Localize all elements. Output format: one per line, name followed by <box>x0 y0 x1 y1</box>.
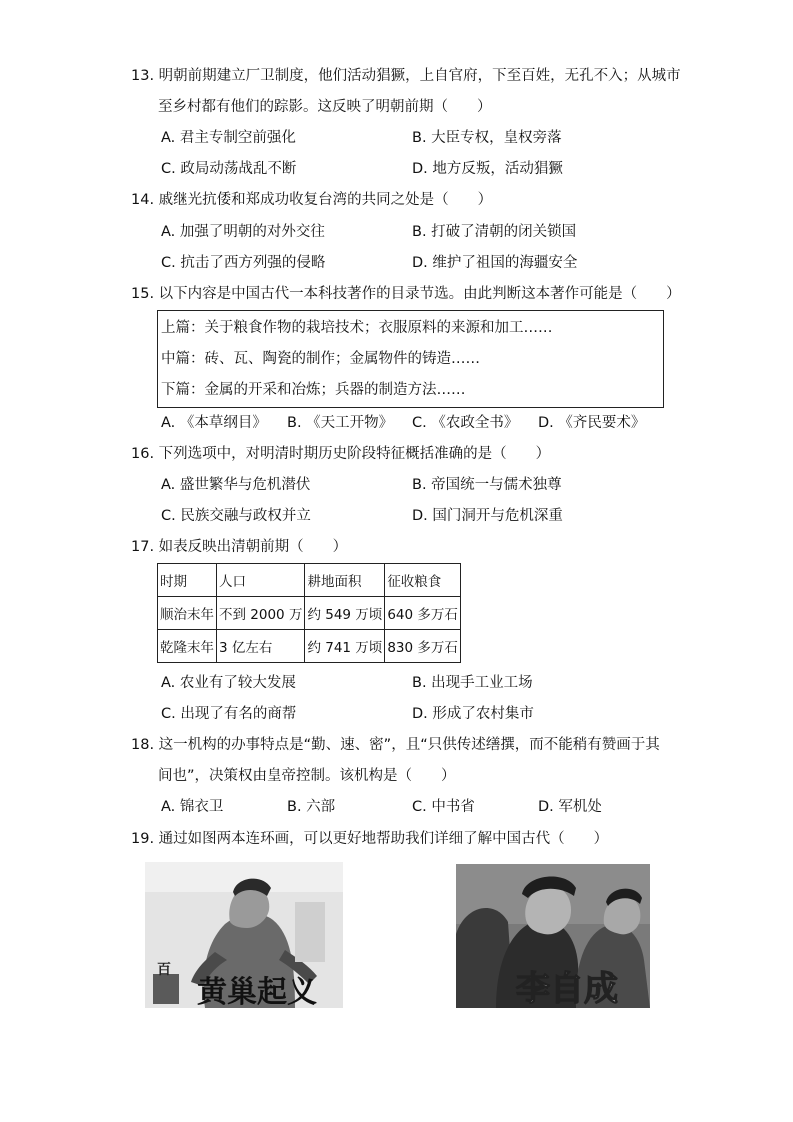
q17-data-table <box>157 563 461 663</box>
q15-option-b[interactable]: B. 《天工开物》 <box>287 415 394 431</box>
q17-option-c[interactable]: C. 出现了有名的商帮 <box>161 706 297 722</box>
q18-stem-line1: 18. 这一机构的办事特点是“勤、速、密”，且“只供传述缮撰，而不能稍有赞画于其 <box>131 737 660 753</box>
q13-option-c[interactable]: C. 政局动荡战乱不断 <box>161 161 297 177</box>
table-cell: 约 741 万顷 <box>305 630 385 663</box>
q15-option-d[interactable]: D. 《齐民要术》 <box>538 415 646 431</box>
q13-stem-line2: 至乡村都有他们的踪影。这反映了明朝前期（ ） <box>158 99 492 115</box>
q15-excerpt-line: 下篇：金属的开采和冶炼；兵器的制造方法…… <box>161 382 466 398</box>
q15-excerpt-box <box>157 310 664 408</box>
table-cell: 乾隆末年 <box>158 630 217 663</box>
q17-option-b[interactable]: B. 出现手工业工场 <box>412 675 533 691</box>
q17-option-a[interactable]: A. 农业有了较大发展 <box>161 675 296 691</box>
comic-illustration-2 <box>456 864 650 1008</box>
q16-option-a[interactable]: A. 盛世繁华与危机潜伏 <box>161 477 311 493</box>
table-cell: 830 多万石 <box>385 630 461 663</box>
q18-stem-line2: 间也”，决策权由皇帝控制。该机构是（ ） <box>158 768 456 784</box>
q18-option-c[interactable]: C. 中书省 <box>412 799 475 815</box>
comic-cover-huangchao-image <box>145 862 343 1008</box>
table-cell: 顺治末年 <box>158 597 217 630</box>
table-row <box>158 597 461 630</box>
q15-excerpt-line: 上篇：关于粮食作物的栽培技术；衣服原料的来源和加工…… <box>161 320 553 336</box>
q14-option-c[interactable]: C. 抗击了西方列强的侵略 <box>161 255 326 271</box>
q16-option-c[interactable]: C. 民族交融与政权并立 <box>161 508 311 524</box>
table-cell: 640 多万石 <box>385 597 461 630</box>
q15-option-a[interactable]: A. 《本草纲目》 <box>161 415 267 431</box>
q13-option-b[interactable]: B. 大臣专权，皇权旁落 <box>412 130 562 146</box>
table-cell: 3 亿左右 <box>217 630 305 663</box>
comic-cover-lizicheng-image <box>456 864 650 1008</box>
q15-stem: 15. 以下内容是中国古代一本科技著作的目录节选。由此判断这本著作可能是（ ） <box>131 286 681 302</box>
q13-option-a[interactable]: A. 君主专制空前强化 <box>161 130 296 146</box>
table-cell: 约 549 万顷 <box>305 597 385 630</box>
q15-excerpt-line: 中篇：砖、瓦、陶瓷的制作；金属物件的铸造…… <box>161 351 480 367</box>
svg-text:百: 百 <box>157 962 171 978</box>
q16-stem: 16. 下列选项中，对明清时期历史阶段特征概括准确的是（ ） <box>131 446 551 462</box>
comic-title-1: 黄巢起义 <box>197 975 317 1008</box>
q18-option-a[interactable]: A. 锦衣卫 <box>161 799 224 815</box>
q17-stem: 17. 如表反映出清朝前期（ ） <box>131 539 348 555</box>
comic-illustration-1 <box>145 862 343 1008</box>
q14-stem: 14. 戚继光抗倭和郑成功收复台湾的共同之处是（ ） <box>131 192 493 208</box>
comic-title-2: 李自成 <box>516 969 618 1008</box>
table-cell: 不到 2000 万 <box>217 597 305 630</box>
q18-option-b[interactable]: B. 六部 <box>287 799 336 815</box>
q14-option-d[interactable]: D. 维护了祖国的海疆安全 <box>412 255 578 271</box>
q16-option-d[interactable]: D. 国门洞开与危机深重 <box>412 508 563 524</box>
table-header-cell: 耕地面积 <box>305 564 385 597</box>
table-row <box>158 630 461 663</box>
table-header-row <box>158 564 461 597</box>
q13-stem-line1: 13. 明朝前期建立厂卫制度，他们活动猖獗，上自官府，下至百姓，无孔不入；从城市 <box>131 68 681 84</box>
q19-stem: 19. 通过如图两本连环画，可以更好地帮助我们详细了解中国古代（ ） <box>131 831 609 847</box>
q14-option-a[interactable]: A. 加强了明朝的对外交往 <box>161 224 325 240</box>
q16-option-b[interactable]: B. 帝国统一与儒术独尊 <box>412 477 562 493</box>
q18-option-d[interactable]: D. 军机处 <box>538 799 602 815</box>
q15-option-c[interactable]: C. 《农政全书》 <box>412 415 519 431</box>
table-header-cell: 时期 <box>158 564 217 597</box>
q13-option-d[interactable]: D. 地方反叛，活动猖獗 <box>412 161 563 177</box>
table-header-cell: 人口 <box>217 564 305 597</box>
q14-option-b[interactable]: B. 打破了清朝的闭关锁国 <box>412 224 577 240</box>
table-header-cell: 征收粮食 <box>385 564 461 597</box>
q17-option-d[interactable]: D. 形成了农村集市 <box>412 706 534 722</box>
